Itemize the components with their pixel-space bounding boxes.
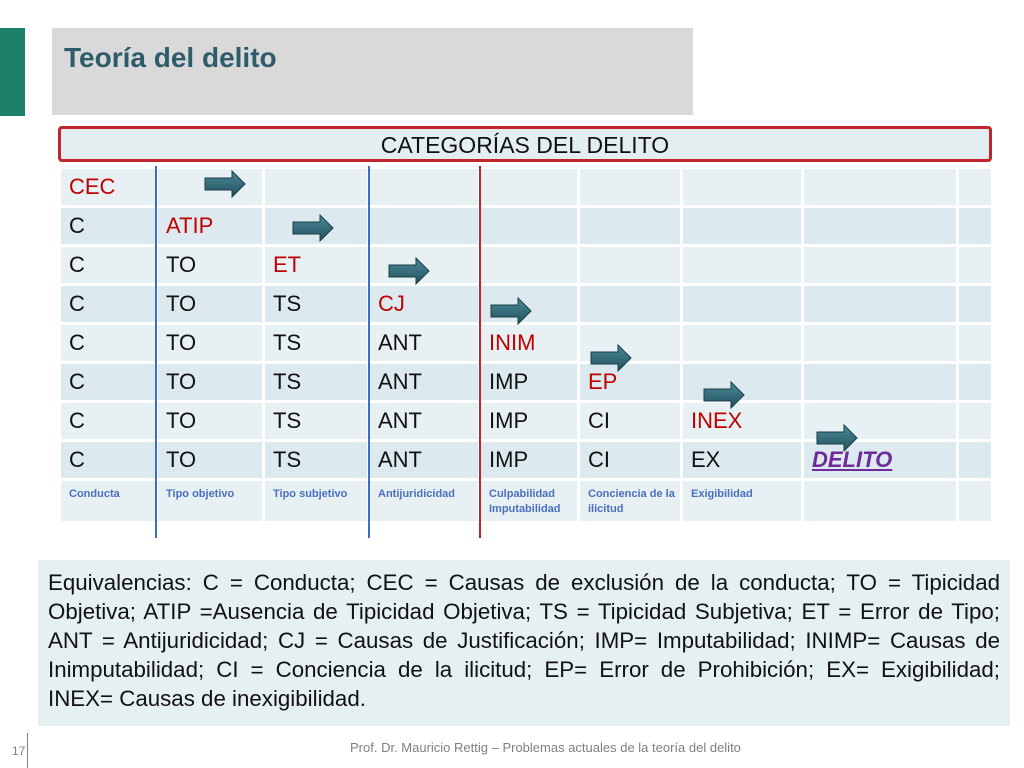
table-cell: TS [265,442,367,478]
slide-number-divider [27,733,28,768]
table-cell [370,169,478,205]
right-arrow-icon [490,297,532,325]
table-cell: TO [158,325,262,361]
table-cell [683,286,801,322]
table-cell [580,286,680,322]
table-cell: ANT [370,325,478,361]
table-cell: ATIP [158,208,262,244]
table-cell [959,442,991,478]
right-arrow-icon [816,424,858,452]
legend-cell: Culpabilidad Imputabilidad [481,481,577,521]
table-cell: ANT [370,364,478,400]
accent-bar [0,28,25,116]
table-cell [959,169,991,205]
table-cell: IMP [481,403,577,439]
table-cell [580,208,680,244]
table-cell: DELITO [804,442,956,478]
table-row [61,208,991,244]
table-row [61,247,991,283]
right-arrow-icon [204,170,246,198]
table-cell: TO [158,442,262,478]
table-row [61,325,991,361]
table-cell: EX [683,442,801,478]
divider-line [155,166,157,538]
table-cell: TS [265,286,367,322]
table-cell: C [61,403,155,439]
table-cell: CI [580,403,680,439]
legend-cell: Exigibilidad [683,481,801,521]
legend-cell: Tipo objetivo [158,481,262,521]
legend-cell: Tipo subjetivo [265,481,367,521]
table-cell [580,169,680,205]
divider-line [479,166,481,538]
table-cell: TS [265,325,367,361]
table-cell: CEC [61,169,155,205]
categories-grid [58,166,994,524]
table-cell [481,208,577,244]
table-row [61,364,991,400]
table-cell: ET [265,247,367,283]
equivalences-box: Equivalencias: C = Conducta; CEC = Causas de exclusión de la conducta; TO = Tipicidad Objetiva; ATIP =Ausencia de Tipicidad Objetiva; TS = Tipicidad Subjetiva; ET = Error de Tipo; ANT = Antijuridicidad; CJ = Causas de Justificación; IMP= Imputabilidad; INIMP= Causas de Inimputabilidad; CI = Conciencia de la ilicitud; EP= Error de Prohibición; EX= Exigibilidad; INEX= Causas de inexigibilidad. [38,560,1010,726]
table-cell [683,208,801,244]
table-cell [959,364,991,400]
slide-title: Teoría del delito [64,42,277,73]
table-cell: C [61,364,155,400]
table-cell: INIM [481,325,577,361]
table-cell: TO [158,286,262,322]
table-cell: INEX [683,403,801,439]
table-cell: TS [265,364,367,400]
table-cell [683,325,801,361]
right-arrow-icon [590,344,632,372]
table-cell [959,325,991,361]
table-cell [804,169,956,205]
legend-cell [804,481,956,521]
table-cell: C [61,286,155,322]
table-cell: ANT [370,442,478,478]
right-arrow-icon [703,381,745,409]
legend-cell [959,481,991,521]
slide-number: 17 [12,744,26,758]
table-cell [804,286,956,322]
table-cell [804,364,956,400]
table-cell [683,247,801,283]
table-cell: CI [580,442,680,478]
table-cell: TO [158,403,262,439]
table-cell: IMP [481,442,577,478]
right-arrow-icon [292,214,334,242]
footer-text: Prof. Dr. Mauricio Rettig – Problemas actuales de la teoría del delito [350,740,741,755]
table-cell: TO [158,364,262,400]
legend-row [61,481,991,521]
table-cell [959,286,991,322]
table-cell [265,169,367,205]
table-cell [959,247,991,283]
table-cell [580,247,680,283]
table-cell [481,247,577,283]
table-cell [370,208,478,244]
table-cell: C [61,325,155,361]
table-cell: C [61,247,155,283]
table-cell: C [61,208,155,244]
table-header: CATEGORÍAS DEL DELITO [58,126,992,162]
table-row [61,169,991,205]
table-cell: ANT [370,403,478,439]
table-cell: TS [265,403,367,439]
table-cell [804,247,956,283]
table-cell [481,169,577,205]
legend-cell: Conciencia de la ilicitud [580,481,680,521]
table-cell: EP [580,364,680,400]
divider-line [368,166,370,538]
right-arrow-icon [388,257,430,285]
table-cell: CJ [370,286,478,322]
legend-cell: Conducta [61,481,155,521]
legend-cell: Antijuridicidad [370,481,478,521]
table-cell: TO [158,247,262,283]
categories-table [58,126,992,515]
table-cell [959,208,991,244]
table-cell: IMP [481,364,577,400]
table-cell: C [61,442,155,478]
table-cell [959,403,991,439]
table-cell [804,208,956,244]
table-cell [804,325,956,361]
table-cell [683,169,801,205]
